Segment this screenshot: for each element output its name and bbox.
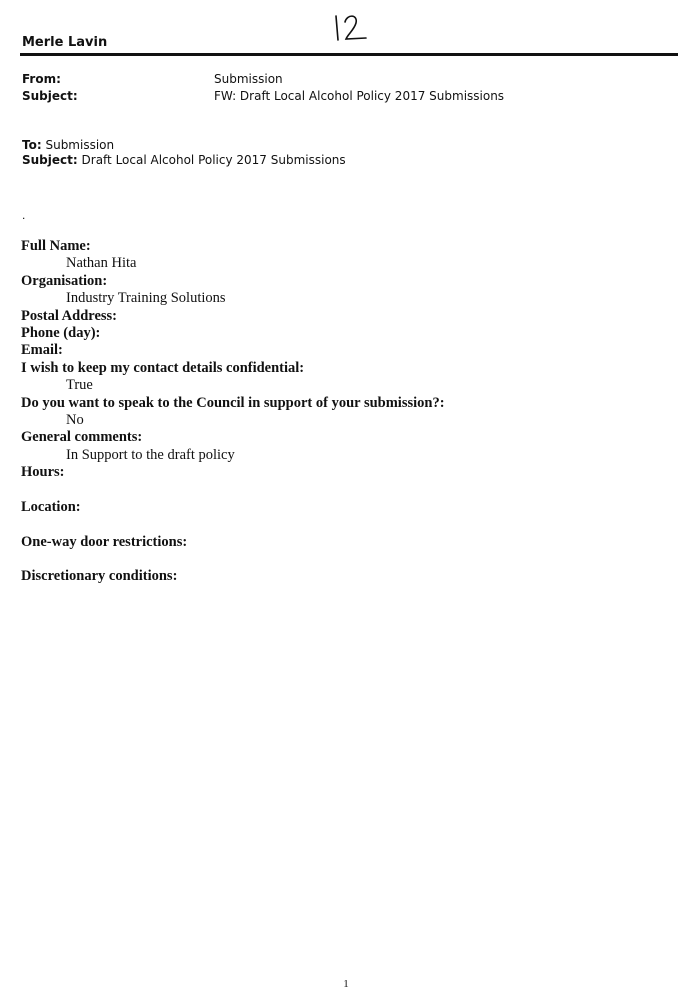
fw-subject-row: [22, 89, 622, 105]
confidential-value: True: [66, 377, 93, 394]
to-value: Submission: [45, 138, 115, 152]
spacer: [21, 481, 445, 498]
subject-label: Subject:: [22, 153, 78, 167]
page-number: 1: [343, 978, 349, 990]
from-value: Submission: [214, 72, 283, 86]
fw-subject-value: FW: Draft Local Alcohol Policy 2017 Submissions: [214, 89, 505, 103]
to-label: To:: [22, 138, 42, 152]
speak-label: Do you want to speak to the Council in support of your submission?:: [21, 394, 445, 411]
full-name-value: Nathan Hita: [66, 255, 137, 272]
confidential-label: I wish to keep my contact details confidential:: [21, 359, 305, 376]
stray-dot: .: [22, 208, 26, 222]
author-name: Merle Lavin: [22, 35, 108, 50]
submission-form: [21, 238, 445, 586]
discretionary-label: Discretionary conditions:: [21, 568, 178, 585]
spacer: [21, 516, 445, 533]
location-label: Location:: [21, 498, 81, 515]
comments-value: In Support to the draft policy: [66, 446, 235, 463]
subject-row: [22, 153, 346, 167]
spacer: [21, 551, 445, 568]
one-way-door-label: One-way door restrictions:: [21, 533, 188, 550]
subject-value: Draft Local Alcohol Policy 2017 Submissions: [81, 153, 346, 167]
hours-label: Hours:: [21, 464, 65, 481]
phone-label: Phone (day):: [21, 324, 101, 341]
handwritten-page-number: [330, 12, 370, 46]
from-label: From:: [22, 72, 61, 86]
organisation-label: Organisation:: [21, 272, 108, 289]
from-row: [22, 72, 622, 88]
organisation-value: Industry Training Solutions: [66, 290, 226, 307]
fw-subject-label: Subject:: [22, 89, 78, 103]
email-label: Email:: [21, 342, 63, 359]
header-rule: [20, 53, 678, 56]
full-name-label: Full Name:: [21, 238, 91, 254]
comments-label: General comments:: [21, 429, 143, 446]
postal-address-label: Postal Address:: [21, 307, 118, 324]
speak-value: No: [66, 411, 84, 428]
to-row: [22, 138, 114, 152]
